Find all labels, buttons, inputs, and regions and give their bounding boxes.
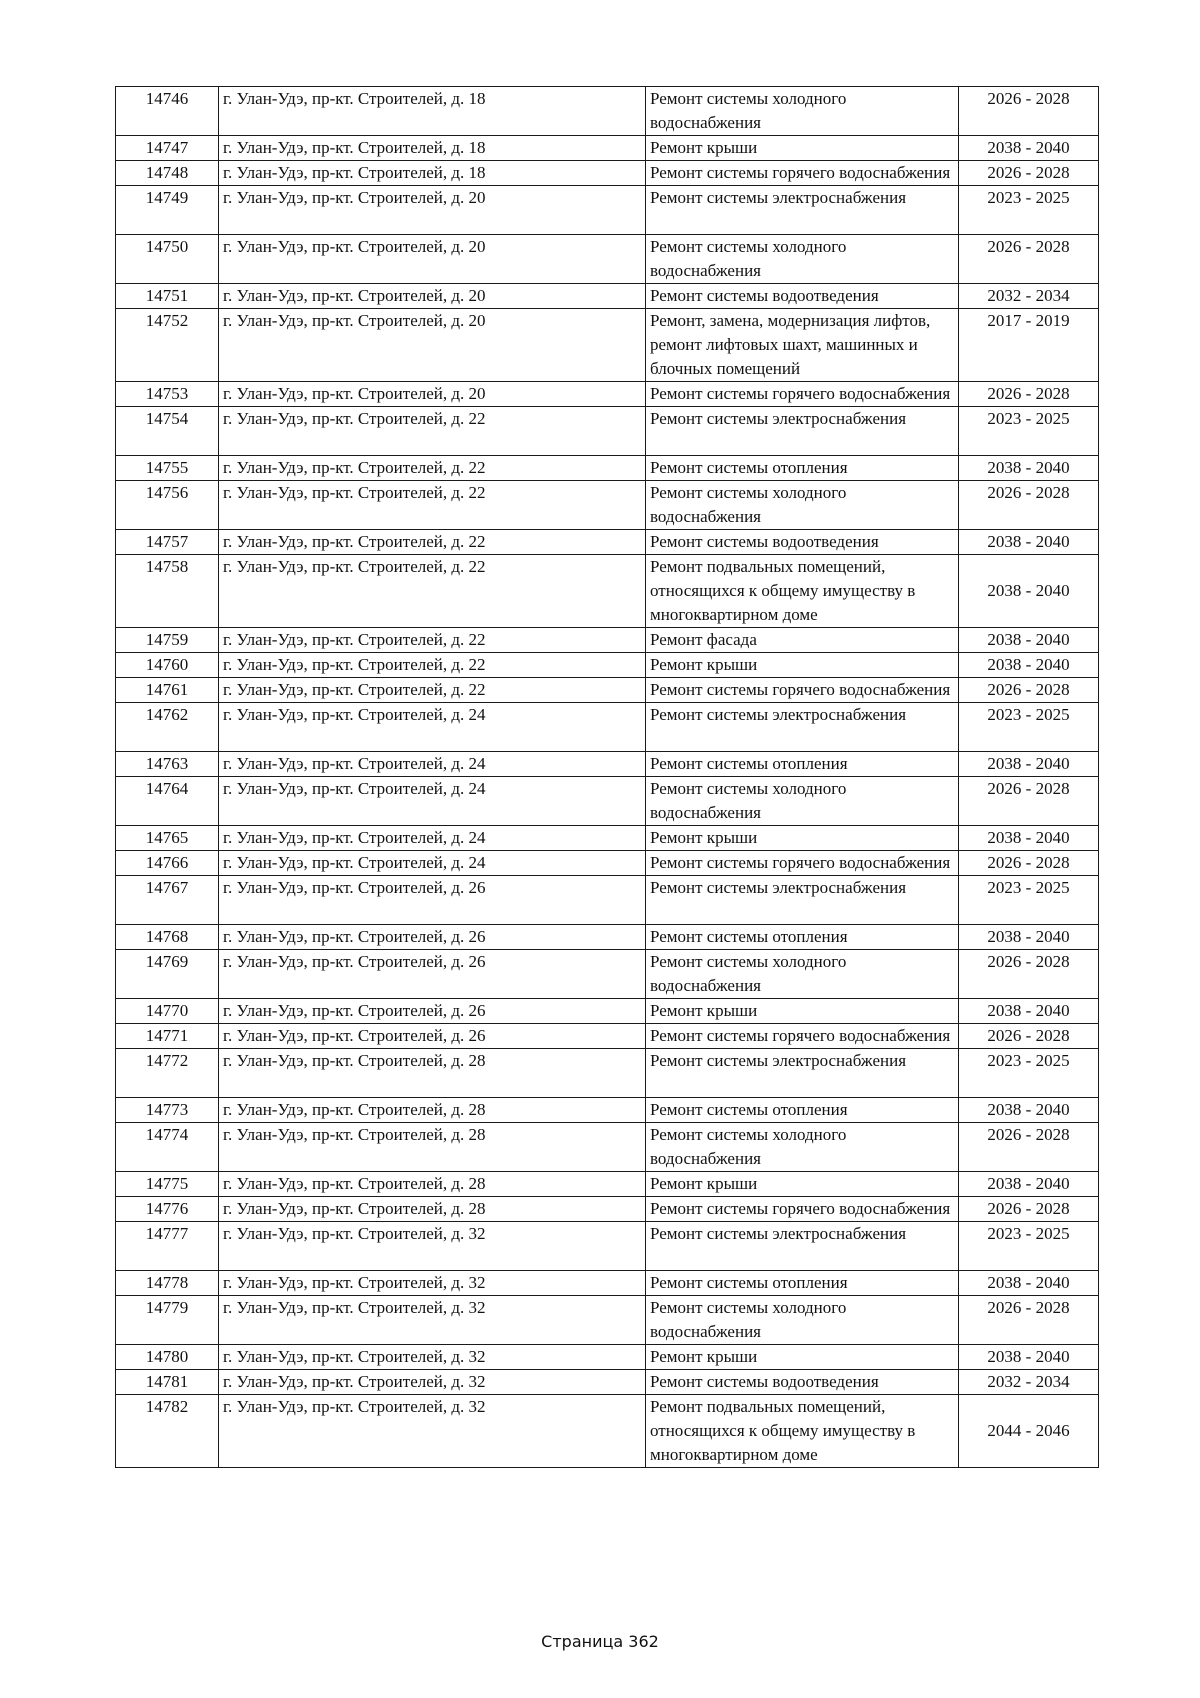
table-row <box>116 87 1099 136</box>
row-number-cell: 14779 <box>116 1296 219 1345</box>
period-cell: 2023 - 2025 <box>959 703 1099 752</box>
work-type-cell: Ремонт системы водоотведения <box>646 284 959 309</box>
work-type-cell: Ремонт системы водоотведения <box>646 1370 959 1395</box>
table-row <box>116 1123 1099 1172</box>
work-type-cell: Ремонт системы горячего водоснабжения <box>646 851 959 876</box>
period-cell: 2026 - 2028 <box>959 1197 1099 1222</box>
row-number-cell: 14758 <box>116 555 219 628</box>
address-cell: г. Улан-Удэ, пр-кт. Строителей, д. 18 <box>219 161 646 186</box>
work-type-cell: Ремонт системы холодного водоснабжения <box>646 777 959 826</box>
address-cell: г. Улан-Удэ, пр-кт. Строителей, д. 24 <box>219 851 646 876</box>
work-type-cell: Ремонт системы электроснабжения <box>646 407 959 456</box>
row-number-cell: 14778 <box>116 1271 219 1296</box>
period-cell: 2026 - 2028 <box>959 1296 1099 1345</box>
address-cell: г. Улан-Удэ, пр-кт. Строителей, д. 22 <box>219 407 646 456</box>
row-number-cell: 14781 <box>116 1370 219 1395</box>
address-cell: г. Улан-Удэ, пр-кт. Строителей, д. 22 <box>219 628 646 653</box>
period-cell: 2038 - 2040 <box>959 925 1099 950</box>
address-cell: г. Улан-Удэ, пр-кт. Строителей, д. 22 <box>219 481 646 530</box>
table-row <box>116 309 1099 382</box>
row-number-cell: 14769 <box>116 950 219 999</box>
address-cell: г. Улан-Удэ, пр-кт. Строителей, д. 26 <box>219 999 646 1024</box>
address-cell: г. Улан-Удэ, пр-кт. Строителей, д. 22 <box>219 555 646 628</box>
work-type-cell: Ремонт системы электроснабжения <box>646 186 959 235</box>
address-cell: г. Улан-Удэ, пр-кт. Строителей, д. 18 <box>219 87 646 136</box>
table-row <box>116 925 1099 950</box>
row-number-cell: 14760 <box>116 653 219 678</box>
period-cell: 2038 - 2040 <box>959 1098 1099 1123</box>
period-cell: 2044 - 2046 <box>959 1395 1099 1468</box>
table-row <box>116 876 1099 925</box>
address-cell: г. Улан-Удэ, пр-кт. Строителей, д. 22 <box>219 653 646 678</box>
row-number-cell: 14771 <box>116 1024 219 1049</box>
row-number-cell: 14777 <box>116 1222 219 1271</box>
address-cell: г. Улан-Удэ, пр-кт. Строителей, д. 24 <box>219 703 646 752</box>
works-table <box>115 86 1099 1468</box>
period-cell: 2038 - 2040 <box>959 826 1099 851</box>
period-cell: 2038 - 2040 <box>959 1271 1099 1296</box>
work-type-cell: Ремонт крыши <box>646 1345 959 1370</box>
row-number-cell: 14774 <box>116 1123 219 1172</box>
period-cell: 2023 - 2025 <box>959 1049 1099 1098</box>
period-cell: 2026 - 2028 <box>959 481 1099 530</box>
period-cell: 2038 - 2040 <box>959 1345 1099 1370</box>
address-cell: г. Улан-Удэ, пр-кт. Строителей, д. 28 <box>219 1172 646 1197</box>
table-row <box>116 284 1099 309</box>
address-cell: г. Улан-Удэ, пр-кт. Строителей, д. 32 <box>219 1345 646 1370</box>
period-cell: 2038 - 2040 <box>959 136 1099 161</box>
work-type-cell: Ремонт системы горячего водоснабжения <box>646 678 959 703</box>
table-row <box>116 653 1099 678</box>
work-type-cell: Ремонт системы водоотведения <box>646 530 959 555</box>
period-cell: 2026 - 2028 <box>959 161 1099 186</box>
period-cell: 2026 - 2028 <box>959 678 1099 703</box>
address-cell: г. Улан-Удэ, пр-кт. Строителей, д. 26 <box>219 876 646 925</box>
row-number-cell: 14780 <box>116 1345 219 1370</box>
table-row <box>116 1172 1099 1197</box>
address-cell: г. Улан-Удэ, пр-кт. Строителей, д. 28 <box>219 1123 646 1172</box>
work-type-cell: Ремонт системы электроснабжения <box>646 1049 959 1098</box>
work-type-cell: Ремонт системы горячего водоснабжения <box>646 1197 959 1222</box>
work-type-cell: Ремонт крыши <box>646 999 959 1024</box>
period-cell: 2023 - 2025 <box>959 1222 1099 1271</box>
row-number-cell: 14762 <box>116 703 219 752</box>
table-row <box>116 851 1099 876</box>
row-number-cell: 14750 <box>116 235 219 284</box>
row-number-cell: 14754 <box>116 407 219 456</box>
work-type-cell: Ремонт системы холодного водоснабжения <box>646 1123 959 1172</box>
period-cell: 2023 - 2025 <box>959 186 1099 235</box>
table-row <box>116 136 1099 161</box>
row-number-cell: 14763 <box>116 752 219 777</box>
address-cell: г. Улан-Удэ, пр-кт. Строителей, д. 24 <box>219 826 646 851</box>
address-cell: г. Улан-Удэ, пр-кт. Строителей, д. 20 <box>219 382 646 407</box>
work-type-cell: Ремонт фасада <box>646 628 959 653</box>
row-number-cell: 14775 <box>116 1172 219 1197</box>
work-type-cell: Ремонт системы отопления <box>646 1271 959 1296</box>
work-type-cell: Ремонт системы электроснабжения <box>646 1222 959 1271</box>
row-number-cell: 14756 <box>116 481 219 530</box>
address-cell: г. Улан-Удэ, пр-кт. Строителей, д. 24 <box>219 777 646 826</box>
work-type-cell: Ремонт системы холодного водоснабжения <box>646 481 959 530</box>
row-number-cell: 14782 <box>116 1395 219 1468</box>
period-cell: 2023 - 2025 <box>959 876 1099 925</box>
table-row <box>116 530 1099 555</box>
address-cell: г. Улан-Удэ, пр-кт. Строителей, д. 22 <box>219 530 646 555</box>
row-number-cell: 14752 <box>116 309 219 382</box>
row-number-cell: 14772 <box>116 1049 219 1098</box>
period-cell: 2023 - 2025 <box>959 407 1099 456</box>
address-cell: г. Улан-Удэ, пр-кт. Строителей, д. 32 <box>219 1370 646 1395</box>
table-row <box>116 1370 1099 1395</box>
work-type-cell: Ремонт крыши <box>646 136 959 161</box>
row-number-cell: 14776 <box>116 1197 219 1222</box>
address-cell: г. Улан-Удэ, пр-кт. Строителей, д. 20 <box>219 235 646 284</box>
row-number-cell: 14765 <box>116 826 219 851</box>
period-cell: 2017 - 2019 <box>959 309 1099 382</box>
row-number-cell: 14757 <box>116 530 219 555</box>
period-cell: 2032 - 2034 <box>959 284 1099 309</box>
work-type-cell: Ремонт системы холодного водоснабжения <box>646 950 959 999</box>
row-number-cell: 14747 <box>116 136 219 161</box>
table-row <box>116 777 1099 826</box>
address-cell: г. Улан-Удэ, пр-кт. Строителей, д. 28 <box>219 1098 646 1123</box>
row-number-cell: 14761 <box>116 678 219 703</box>
period-cell: 2026 - 2028 <box>959 950 1099 999</box>
period-cell: 2038 - 2040 <box>959 653 1099 678</box>
table-row <box>116 1024 1099 1049</box>
table-row <box>116 678 1099 703</box>
table-row <box>116 456 1099 481</box>
table-row <box>116 1296 1099 1345</box>
table-row <box>116 1098 1099 1123</box>
row-number-cell: 14748 <box>116 161 219 186</box>
table-row <box>116 555 1099 628</box>
period-cell: 2038 - 2040 <box>959 456 1099 481</box>
table-row <box>116 481 1099 530</box>
period-cell: 2026 - 2028 <box>959 87 1099 136</box>
address-cell: г. Улан-Удэ, пр-кт. Строителей, д. 28 <box>219 1049 646 1098</box>
work-type-cell: Ремонт системы холодного водоснабжения <box>646 1296 959 1345</box>
table-row <box>116 1049 1099 1098</box>
row-number-cell: 14751 <box>116 284 219 309</box>
period-cell: 2038 - 2040 <box>959 628 1099 653</box>
row-number-cell: 14773 <box>116 1098 219 1123</box>
row-number-cell: 14764 <box>116 777 219 826</box>
table-row <box>116 999 1099 1024</box>
row-number-cell: 14749 <box>116 186 219 235</box>
address-cell: г. Улан-Удэ, пр-кт. Строителей, д. 20 <box>219 284 646 309</box>
work-type-cell: Ремонт системы отопления <box>646 752 959 777</box>
table-row <box>116 1222 1099 1271</box>
period-cell: 2038 - 2040 <box>959 1172 1099 1197</box>
address-cell: г. Улан-Удэ, пр-кт. Строителей, д. 18 <box>219 136 646 161</box>
address-cell: г. Улан-Удэ, пр-кт. Строителей, д. 28 <box>219 1197 646 1222</box>
row-number-cell: 14753 <box>116 382 219 407</box>
address-cell: г. Улан-Удэ, пр-кт. Строителей, д. 20 <box>219 186 646 235</box>
period-cell: 2026 - 2028 <box>959 777 1099 826</box>
work-type-cell: Ремонт, замена, модернизация лифтов, ремонт лифтовых шахт, машинных и блочных помещений <box>646 309 959 382</box>
table-row <box>116 752 1099 777</box>
address-cell: г. Улан-Удэ, пр-кт. Строителей, д. 32 <box>219 1271 646 1296</box>
address-cell: г. Улан-Удэ, пр-кт. Строителей, д. 32 <box>219 1296 646 1345</box>
table-row <box>116 407 1099 456</box>
table-row <box>116 703 1099 752</box>
address-cell: г. Улан-Удэ, пр-кт. Строителей, д. 26 <box>219 1024 646 1049</box>
period-cell: 2026 - 2028 <box>959 235 1099 284</box>
address-cell: г. Улан-Удэ, пр-кт. Строителей, д. 32 <box>219 1222 646 1271</box>
period-cell: 2032 - 2034 <box>959 1370 1099 1395</box>
address-cell: г. Улан-Удэ, пр-кт. Строителей, д. 22 <box>219 678 646 703</box>
table-row <box>116 382 1099 407</box>
period-cell: 2026 - 2028 <box>959 1123 1099 1172</box>
table-row <box>116 186 1099 235</box>
work-type-cell: Ремонт системы отопления <box>646 1098 959 1123</box>
page-number: Страница 362 <box>541 1632 659 1651</box>
work-type-cell: Ремонт системы горячего водоснабжения <box>646 161 959 186</box>
row-number-cell: 14759 <box>116 628 219 653</box>
period-cell: 2038 - 2040 <box>959 555 1099 628</box>
address-cell: г. Улан-Удэ, пр-кт. Строителей, д. 22 <box>219 456 646 481</box>
table-row <box>116 1395 1099 1468</box>
work-type-cell: Ремонт крыши <box>646 653 959 678</box>
row-number-cell: 14766 <box>116 851 219 876</box>
work-type-cell: Ремонт системы отопления <box>646 456 959 481</box>
work-type-cell: Ремонт системы электроснабжения <box>646 876 959 925</box>
table-row <box>116 1197 1099 1222</box>
address-cell: г. Улан-Удэ, пр-кт. Строителей, д. 24 <box>219 752 646 777</box>
table-row <box>116 628 1099 653</box>
work-type-cell: Ремонт системы горячего водоснабжения <box>646 1024 959 1049</box>
address-cell: г. Улан-Удэ, пр-кт. Строителей, д. 26 <box>219 950 646 999</box>
table-row <box>116 235 1099 284</box>
address-cell: г. Улан-Удэ, пр-кт. Строителей, д. 26 <box>219 925 646 950</box>
table-row <box>116 1345 1099 1370</box>
table-row <box>116 161 1099 186</box>
table-row <box>116 826 1099 851</box>
period-cell: 2038 - 2040 <box>959 752 1099 777</box>
period-cell: 2026 - 2028 <box>959 851 1099 876</box>
row-number-cell: 14768 <box>116 925 219 950</box>
address-cell: г. Улан-Удэ, пр-кт. Строителей, д. 20 <box>219 309 646 382</box>
row-number-cell: 14755 <box>116 456 219 481</box>
address-cell: г. Улан-Удэ, пр-кт. Строителей, д. 32 <box>219 1395 646 1468</box>
work-type-cell: Ремонт подвальных помещений, относящихся к общему имуществу в многоквартирном доме <box>646 1395 959 1468</box>
table-body <box>116 87 1099 1468</box>
work-type-cell: Ремонт системы холодного водоснабжения <box>646 87 959 136</box>
row-number-cell: 14767 <box>116 876 219 925</box>
period-cell: 2038 - 2040 <box>959 999 1099 1024</box>
period-cell: 2038 - 2040 <box>959 530 1099 555</box>
work-type-cell: Ремонт крыши <box>646 826 959 851</box>
work-type-cell: Ремонт системы отопления <box>646 925 959 950</box>
row-number-cell: 14746 <box>116 87 219 136</box>
work-type-cell: Ремонт системы электроснабжения <box>646 703 959 752</box>
period-cell: 2026 - 2028 <box>959 1024 1099 1049</box>
table-row <box>116 1271 1099 1296</box>
work-type-cell: Ремонт системы горячего водоснабжения <box>646 382 959 407</box>
period-cell: 2026 - 2028 <box>959 382 1099 407</box>
table-row <box>116 950 1099 999</box>
row-number-cell: 14770 <box>116 999 219 1024</box>
work-type-cell: Ремонт крыши <box>646 1172 959 1197</box>
work-type-cell: Ремонт системы холодного водоснабжения <box>646 235 959 284</box>
work-type-cell: Ремонт подвальных помещений, относящихся к общему имуществу в многоквартирном доме <box>646 555 959 628</box>
